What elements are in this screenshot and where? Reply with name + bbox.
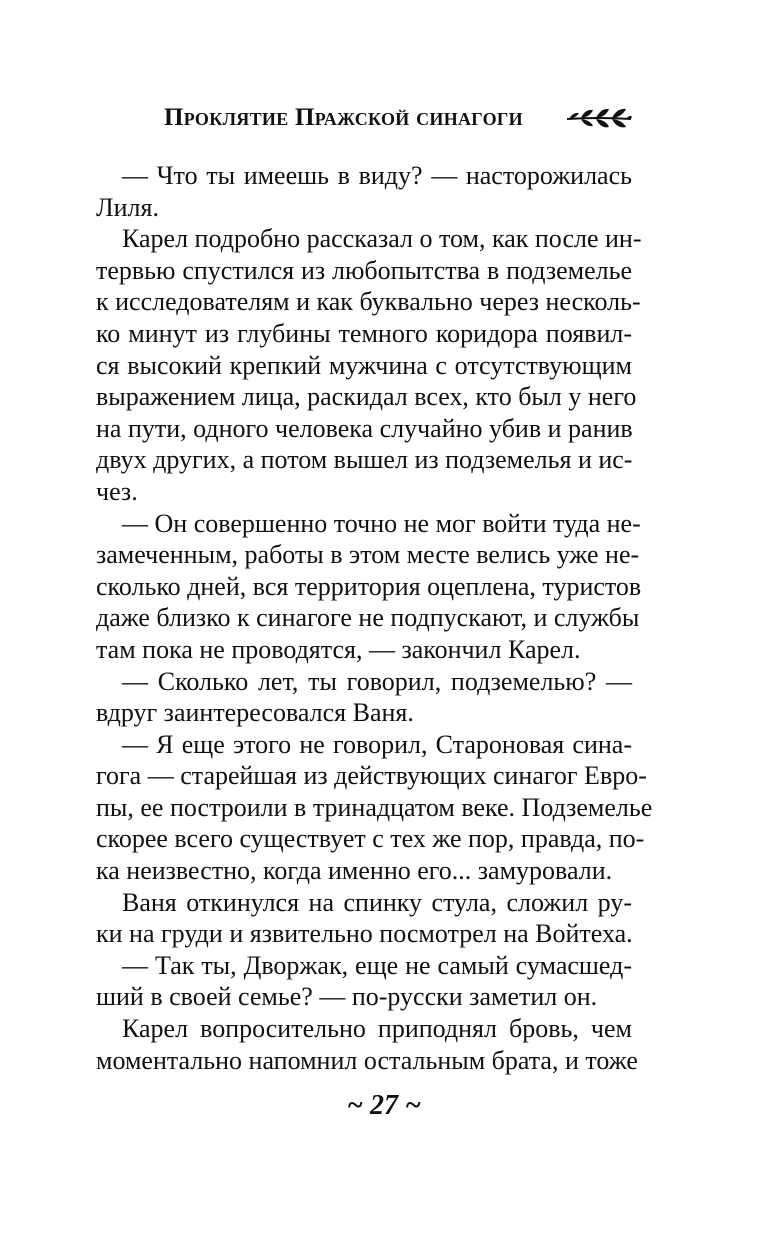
text-line: ки на груди и язвительно посмотрел на Войтеха. (96, 919, 633, 949)
text-line: ся высокий крепкий мужчина с отсутствующим (96, 350, 632, 380)
text-line: к исследователям и как буквально через несколь- (96, 287, 641, 317)
text-line: скорее всего существует с тех же пор, правда, по- (96, 824, 645, 854)
running-header (100, 100, 768, 140)
text-line: гога — старейшая из действующих синагог Евро- (96, 761, 647, 791)
text-line: моментально напомнил остальным брата, и тоже (96, 1045, 638, 1075)
text-line: ко минут из глубины темного коридора появил- (96, 318, 632, 348)
text-line: вдруг заинтересовался Ваня. (96, 698, 414, 728)
text-line: сколько дней, вся территория оцеплена, туристов (96, 571, 642, 601)
text-line: ка неизвестно, когда именно его... замуровали. (96, 856, 613, 886)
text-line: там пока не проводятся, — закончил Карел. (96, 634, 581, 664)
text-line: замеченным, работы в этом месте велись уже не- (96, 540, 640, 570)
text-line: на пути, одного человека случайно убив и ранив (96, 413, 633, 443)
text-line: выражением лица, раскидал всех, кто был у него (96, 382, 637, 412)
text-line: — Он совершенно точно не мог войти туда не- (122, 508, 641, 538)
text-line: — Что ты имеешь в виду? — насторожилась (122, 161, 632, 190)
text-line: пы, ее построили в тринадцатом веке. Подземелье (96, 792, 653, 822)
text-line: даже близко к синагоге не подпускают, и службы (96, 603, 640, 633)
text-line: двух других, а потом вышел из подземелья и ис- (96, 445, 633, 475)
text-line: ший в своей семье? — по-русски заметил он. (96, 982, 598, 1012)
page-number: ~ 27 ~ (347, 1090, 421, 1121)
running-title: Проклятие Пражской синагоги (164, 104, 523, 131)
text-line: Карел подробно рассказал о том, как после ин- (122, 224, 642, 254)
text-line: Ваня откинулся на спинку стула, сложил ру- (122, 887, 632, 917)
text-line: чез. (96, 476, 138, 506)
laurel-branch-icon (565, 104, 633, 132)
text-line: — Так ты, Дворжак, еще не самый сумасшед- (122, 950, 632, 980)
text-line: — Сколько лет, ты говорил, подземелью? — (122, 666, 632, 696)
text-line: Карел вопросительно приподнял бровь, чем (122, 1014, 632, 1044)
text-line: Лиля. (96, 192, 159, 222)
text-line: тервью спустился из любопытства в подземелье (96, 255, 632, 285)
body-text (96, 160, 653, 1076)
text-line: — Я еще этого не говорил, Староновая сина- (122, 729, 632, 759)
